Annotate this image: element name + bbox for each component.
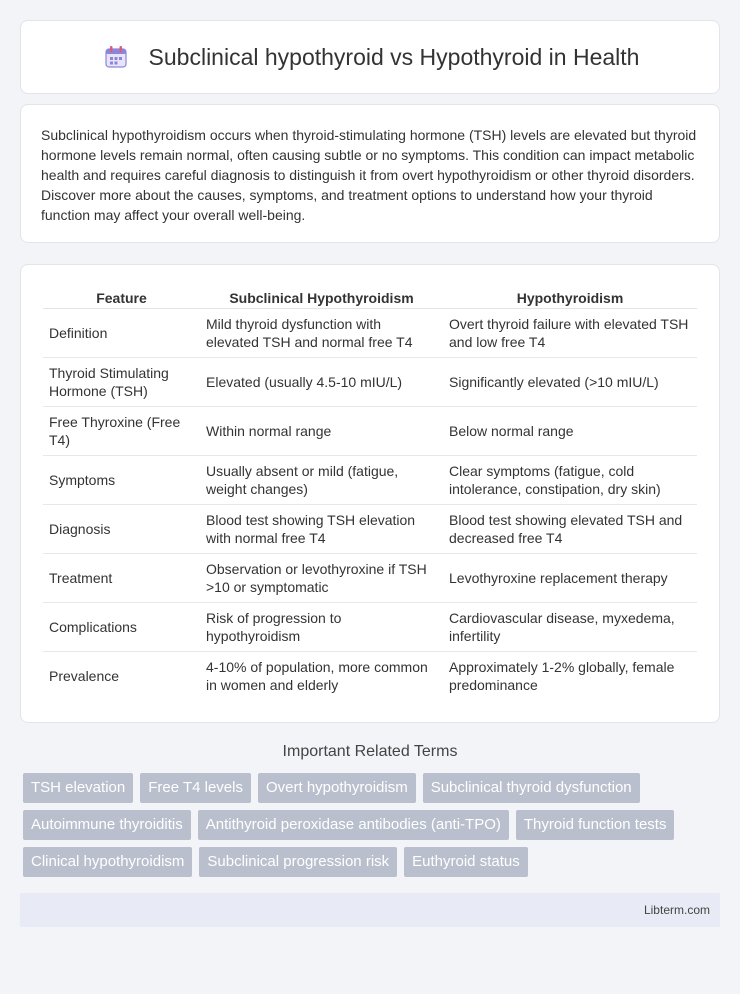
tag-subclinical-progression-risk[interactable]: Subclinical progression risk: [199, 847, 397, 877]
footer-brand[interactable]: Libterm.com: [643, 903, 710, 917]
row-feature: Symptoms: [43, 456, 200, 505]
row-feature: Definition: [43, 309, 200, 358]
table-row: [43, 309, 697, 358]
row-subclinical: Mild thyroid dysfunction with elevated TSH and normal free T4: [200, 309, 443, 358]
tag-clinical-hypothyroidism[interactable]: Clinical hypothyroidism: [23, 847, 192, 877]
related-terms-section: [0, 743, 740, 761]
page-title: Subclinical hypothyroid vs Hypothyroid in Health: [148, 43, 640, 70]
row-feature: Thyroid Stimulating Hormone (TSH): [43, 358, 200, 407]
row-hypothyroidism: Cardiovascular disease, myxedema, infertility: [443, 603, 697, 652]
row-subclinical: Risk of progression to hypothyroidism: [200, 603, 443, 652]
row-hypothyroidism: Levothyroxine replacement therapy: [443, 554, 697, 603]
related-terms-title: Important Related Terms: [282, 743, 458, 760]
row-subclinical: Within normal range: [200, 407, 443, 456]
table-row: [43, 603, 697, 652]
page-header: [20, 20, 720, 94]
calendar-icon: [101, 42, 131, 72]
row-feature: Diagnosis: [43, 505, 200, 554]
table-row: [43, 456, 697, 505]
comparison-table: [43, 287, 697, 701]
tag-autoimmune-thyroiditis[interactable]: Autoimmune thyroiditis: [23, 810, 191, 840]
row-feature: Prevalence: [49, 668, 120, 685]
row-subclinical: Elevated (usually 4.5-10 mIU/L): [200, 358, 443, 407]
table-row: [43, 652, 697, 701]
related-terms-tags: [23, 773, 720, 877]
table-header-row: [43, 287, 697, 309]
row-feature: Complications: [43, 603, 200, 652]
tag-tsh-elevation[interactable]: TSH elevation: [23, 773, 133, 803]
row-hypothyroidism: Clear symptoms (fatigue, cold intolerance, constipation, dry skin): [443, 456, 697, 505]
row-hypothyroidism: Significantly elevated (>10 mIU/L): [443, 358, 697, 407]
row-hypothyroidism: Overt thyroid failure with elevated TSH and low free T4: [443, 309, 697, 358]
intro-text: Subclinical hypothyroidism occurs when thyroid-stimulating hormone (TSH) levels are elevated but thyroid hormone levels remain normal, often causing subtle or no symptoms. This condition can impact metabolic health and requires careful diagnosis to distinguish it from overt hypothyroidism or other thyroid disorders. Discover more about the causes, symptoms, and treatment options to understand how your thyroid function may affect your overall well-being.: [41, 127, 697, 223]
row-hypothyroidism: Below normal range: [443, 407, 697, 456]
tag-euthyroid-status[interactable]: Euthyroid status: [404, 847, 528, 877]
row-subclinical: 4-10% of population, more common in women and elderly: [206, 659, 428, 694]
header-feature: Feature: [43, 287, 200, 309]
tag-free-t4-levels[interactable]: Free T4 levels: [140, 773, 251, 803]
table-row: [43, 358, 697, 407]
row-feature: Free Thyroxine (Free T4): [43, 407, 200, 456]
comparison-table-card: [20, 264, 720, 723]
tag-overt-hypothyroidism[interactable]: Overt hypothyroidism: [258, 773, 416, 803]
intro-section: [20, 104, 720, 243]
row-hypothyroidism: Blood test showing elevated TSH and decreased free T4: [443, 505, 697, 554]
tag-subclinical-thyroid-dysfunction[interactable]: Subclinical thyroid dysfunction: [423, 773, 640, 803]
page-footer: [20, 893, 720, 927]
row-hypothyroidism: Approximately 1-2% globally, female predominance: [449, 659, 675, 694]
header-subclinical: Subclinical Hypothyroidism: [200, 287, 443, 309]
table-row: [43, 554, 697, 603]
tag-anti-tpo[interactable]: Antithyroid peroxidase antibodies (anti-TPO): [198, 810, 509, 840]
table-row: [43, 407, 697, 456]
table-row: [43, 505, 697, 554]
tag-thyroid-function-tests[interactable]: Thyroid function tests: [516, 810, 675, 840]
row-subclinical: Blood test showing TSH elevation with normal free T4: [200, 505, 443, 554]
row-feature: Treatment: [43, 554, 200, 603]
header-hypothyroidism: Hypothyroidism: [443, 287, 697, 309]
row-subclinical: Usually absent or mild (fatigue, weight changes): [200, 456, 443, 505]
row-subclinical: Observation or levothyroxine if TSH >10 or symptomatic: [200, 554, 443, 603]
